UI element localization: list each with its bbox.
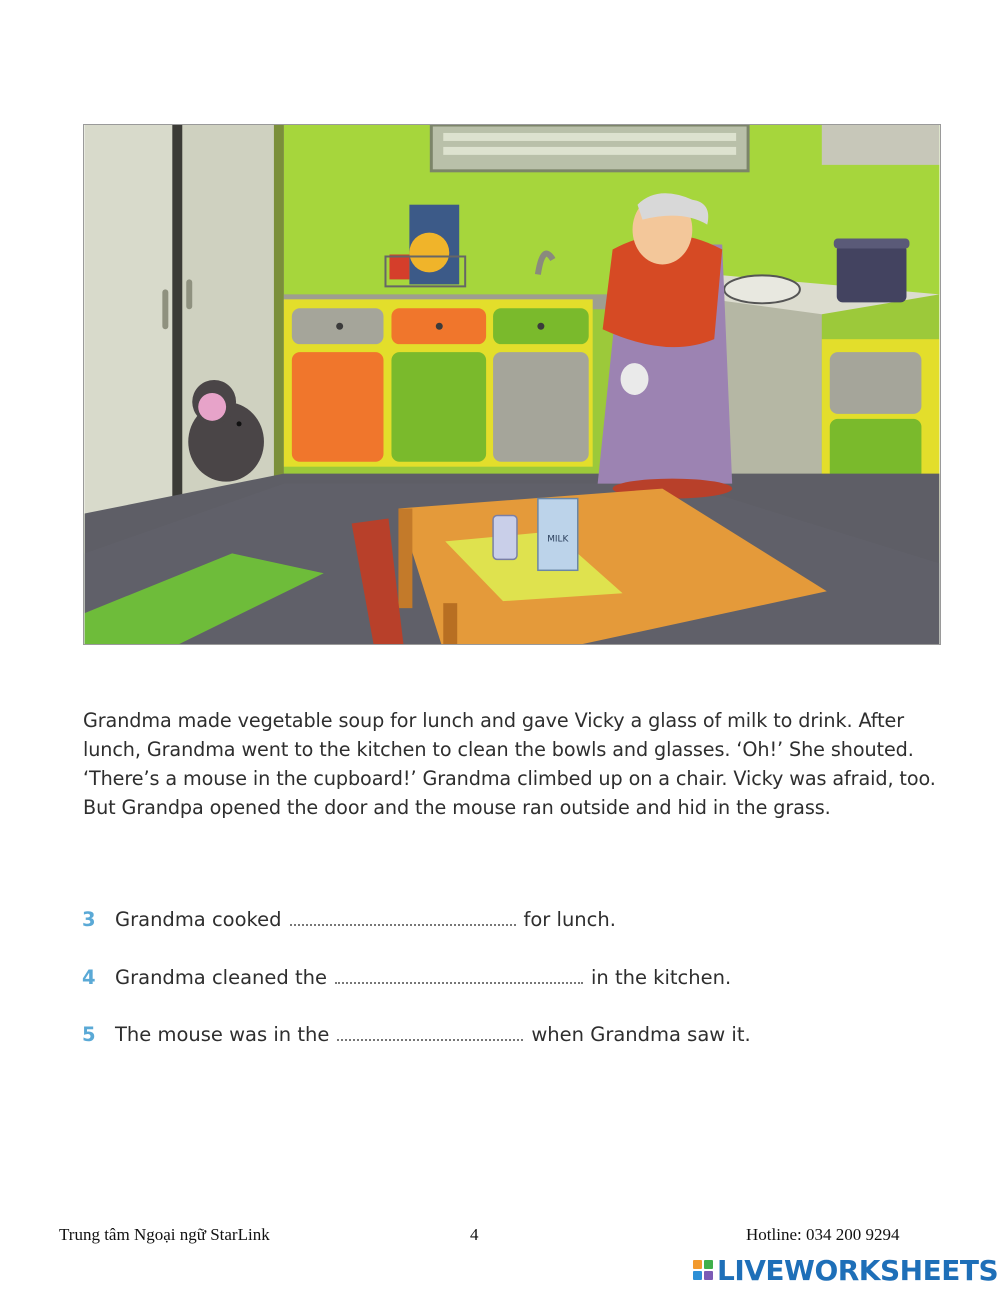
footer-center-name: Trung tâm Ngoại ngữ StarLink (59, 1225, 270, 1244)
story-line: Grandma made vegetable soup for lunch and gave Vicky a glass of milk to drink. After (83, 709, 905, 732)
logo-block (704, 1260, 713, 1269)
question-number: 4 (82, 966, 96, 989)
story-paragraph (83, 706, 963, 822)
story-line: lunch, Grandma went to the kitchen to clean the bowls and glasses. ‘Oh!’ She shouted. (83, 738, 914, 761)
logo-blocks-icon (693, 1260, 713, 1280)
logo-text: LIVEWORKSHEETS (717, 1253, 999, 1287)
answer-blank-3[interactable] (290, 910, 516, 926)
page-number: 4 (470, 1225, 479, 1244)
question-5 (82, 1023, 751, 1046)
kitchen-illustration (83, 124, 941, 645)
question-text-before: Grandma cooked (115, 908, 282, 931)
logo-block (704, 1271, 713, 1280)
kitchen-scene (84, 125, 940, 644)
story-line: ‘There’s a mouse in the cupboard!’ Grandma climbed up on a chair. Vicky was afraid, too. (83, 767, 936, 790)
story-line: But Grandpa opened the door and the mouse ran outside and hid in the grass. (83, 796, 831, 819)
question-text-after: when Grandma saw it. (531, 1023, 751, 1046)
question-3 (82, 908, 616, 931)
question-number: 5 (82, 1023, 96, 1046)
milk-carton-label: MILK (547, 534, 569, 545)
question-text-after: for lunch. (523, 908, 616, 931)
footer-hotline: Hotline: 034 200 9294 (746, 1225, 900, 1244)
logo-block (693, 1260, 702, 1269)
answer-blank-5[interactable] (337, 1025, 523, 1041)
question-4 (82, 966, 731, 989)
question-text-before: The mouse was in the (115, 1023, 330, 1046)
answer-blank-4[interactable] (335, 968, 583, 984)
question-text-before: Grandma cleaned the (115, 966, 327, 989)
question-number: 3 (82, 908, 96, 931)
kitchen-cabinets (284, 299, 593, 466)
question-text-after: in the kitchen. (590, 966, 732, 989)
liveworksheets-logo[interactable] (693, 1254, 998, 1286)
logo-block (693, 1271, 702, 1280)
